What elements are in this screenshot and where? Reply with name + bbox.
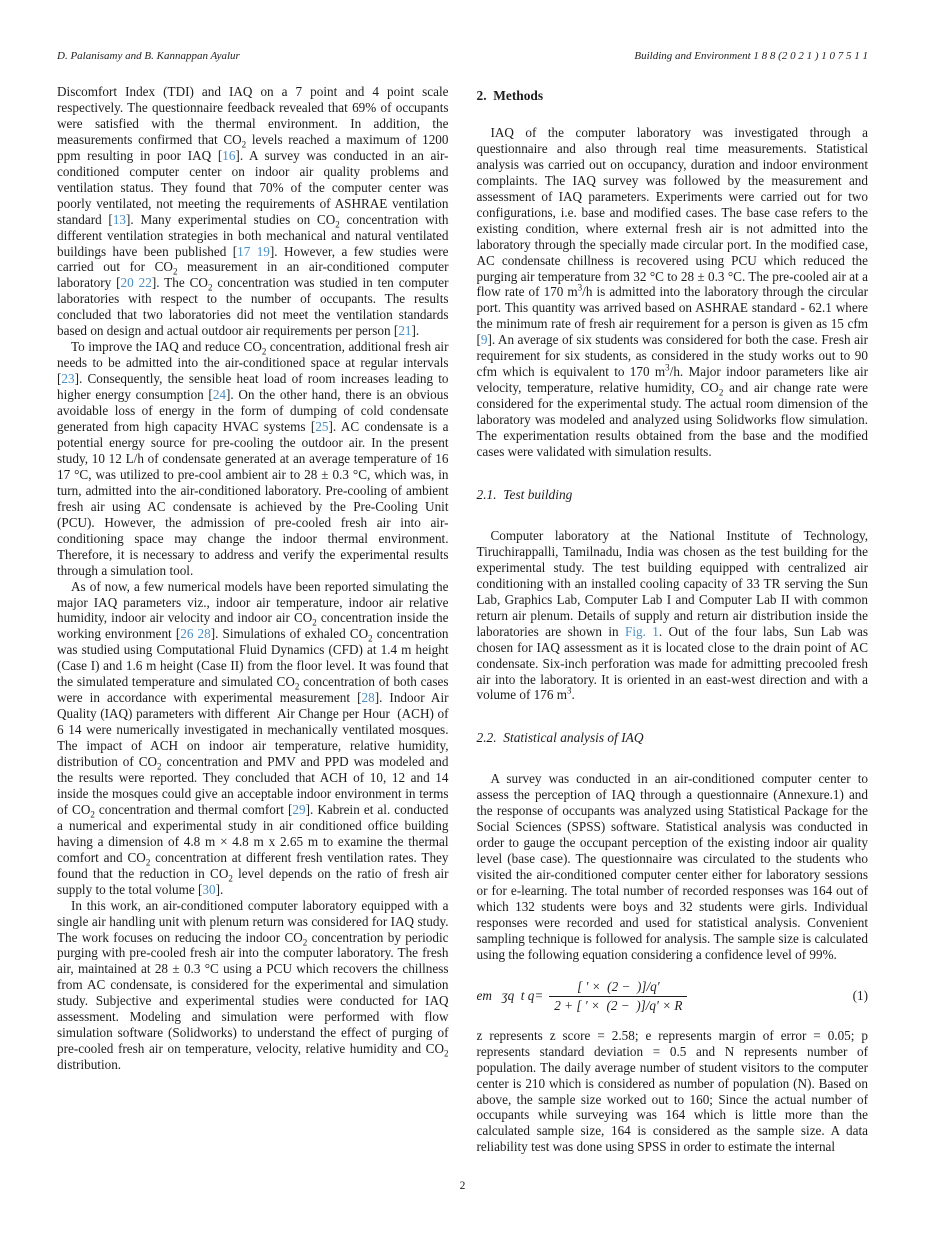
paragraph: Discomfort Index (TDI) and IAQ on a 7 point and 4 point scale respectively. The questionnaire feedback revealed that 69% of occupants were satisfied with the thermal environment. In addition, the measurements confirmed that $CO_2$ levels reached a maximum of 1200 ppm resulting in poor IAQ [16]. A survey was conducted in an air-conditioned computer center on indoor air quality problems and ventilation status. They found that 70% of the computer center was poorly ventilated, not meeting the requirements of ASHRAE ventilation standard [13]. Many experimental studies on $CO_2$ concentration with different ventilation strategies in both mechanical and natural ventilated buildings have been published [17 19]. However, a few studies were carried out for $CO_2$ measurement in an air-conditioned computer laboratory [20 22]. The $CO_2$ concentration was studied in ten computer laboratories with respect to the number of occupants. The results concluded that two laboratories did not meet the ventilation standards based on design and actual outdoor air requirements per person [21]. xyxy=(57,84,449,339)
citation-link[interactable]: Fig. 1 xyxy=(625,623,659,639)
running-head-authors: D. Palanisamy and B. Kannappan Ayalur xyxy=(57,50,240,62)
citation-link[interactable]: 25 xyxy=(315,419,329,435)
paragraph: In this work, an air-conditioned computer laboratory equipped with a single air handling unit with plenum return was considered for IAQ study. The work focuses on reducing the indoor $CO_2$ concentration by periodic purging with pre-cooled fresh air into the computer laboratory. The fresh air, maintained at 28 ± 0.3 °C using a PCU which recovers the chillness from AC condensate, is considered for the experimental and simulation study. Subjective and experimental studies were conducted for IAQ assessment. Modeling and simulation were performed with flow simulation software (Solidworks) to understand the effect of purging of pre-cooled fresh air on temperature, velocity, relative humidity and $CO_2$ distribution. xyxy=(57,897,449,1073)
page-footer xyxy=(0,1180,925,1192)
citation-link[interactable]: 28 xyxy=(197,626,211,642)
subscript: 2 xyxy=(312,618,317,629)
subscript: 2 xyxy=(368,634,373,645)
citation-link[interactable]: 22 xyxy=(138,275,152,291)
paragraph: Computer laboratory at the National Institute of Technology, Tiruchirappalli, Tamilnadu, India was chosen as the test building for the experimental study. The test building equipped with centralized air conditioning with an installed cooling capacity of 33 TR serving the Sun Lab, Graphics Lab, Computer Lab I and Computer Lab II with common return air plenum. Details of supply and return air distribution inside the laboratories are shown in Fig. 1. Out of the four labs, Sun Lab was chosen for IAQ assessment as it is located close to the drain point of AC condensate. Six-inch perforation was made for admitting precooled fresh air into the laboratory. It is oriented in an east-west direction and with a volume of 176 $m^3$. xyxy=(476,527,869,703)
paragraph: As of now, a few numerical models have been reported simulating the major IAQ parameters viz., indoor air temperature, indoor air relative humidity, indoor air velocity and indoor air $CO_2$ concentration inside the working environment [26 28]. Simulations of exhaled $CO_2$ concentration was studied using Computational Fluid Dynamics (CFD) at 1.4 m height (Case I) and 1.6 m height (Case II) from the floor level. It was found that the simulated temperature and simulated $CO_2$ concentration of both cases were in accordance with experimental measurement [28]. Indoor Air Quality (IAQ) parameters with different Air Change per Hour (ACH) of 6 14 were numerically investigated in mechanically ventilated mosques. The impact of ACH on indoor air temperature, relative humidity, distribution of $CO_2$ concentration and PMV and PPD was modeled and the results were reported. They concluded that ACH of 10, 12 and 14 inside the mosques could give an acceptable indoor environment in terms of $CO_2$ concentration and thermal comfort [29]. Kabrein et al. conducted a numerical and experimental study in air conditioned office building having a dimension of 4.8 m × 4.8 m x 2.65 m to examine the thermal comfort and $CO_2$ concentration at different fresh ventilation rates. They found that the reduction in $CO_2$ level depends on the ratio of fresh air supply to the total volume [30]. xyxy=(57,578,449,897)
citation-link[interactable]: 20 xyxy=(120,275,134,291)
superscript: 3 xyxy=(577,283,583,294)
subscript: 2 xyxy=(294,681,300,692)
citation-link[interactable]: 28 xyxy=(361,690,375,706)
equation-numerator: [ ′ × (2 − )]/q′ xyxy=(549,979,687,997)
left-column xyxy=(57,84,449,1155)
subscript: 2 xyxy=(241,139,247,150)
citation-link[interactable]: 13 xyxy=(112,211,127,227)
equation-1 xyxy=(477,979,869,1014)
equation-fraction xyxy=(549,979,687,1014)
page-header xyxy=(57,50,868,62)
paragraph: To improve the IAQ and reduce $CO_2$ concentration, additional fresh air needs to be admitted into the air-conditioned space at regular intervals [23]. Consequently, the sensible heat load of room increases leading to higher energy consumption [24]. On the other hand, there is an obvious avoidable loss of energy in the form of dumping of cold condensate generated from high capacity HVAC systems [25]. AC condensate is a potential energy source for pre-cooling the outdoor air. In the present study, 10 12 L/h of condensate generated at an average temperature of 16 17 °C, was utilized to pre-cool ambient air to 28 ± 0.3 °C, which was, in turn, admitted into the air-conditioned laboratory. Pre-cooling of ambient fresh air using AC condensate is achieved by the Pre-Cooling Unit (PCU). However, the admission of pre-cooled fresh air into air-conditioning space may change the indoor thermal environment. Therefore, it is necessary to address and verify the experimental results through a simulation tool. xyxy=(57,339,449,578)
running-head-journal: Building and Environment 1 8 8 (2 0 2 1 ) 1 0 7 5 1 1 xyxy=(634,50,868,62)
citation-link[interactable]: 30 xyxy=(202,881,216,897)
subscript: 2 xyxy=(228,873,233,884)
subscript: 2 xyxy=(261,346,267,357)
subscript: 2 xyxy=(157,761,162,772)
page-number: 2 xyxy=(459,1180,466,1192)
subscript: 2 xyxy=(207,283,213,294)
citation-link[interactable]: 19 xyxy=(256,243,270,259)
subscript: 2 xyxy=(145,857,151,868)
superscript: 3 xyxy=(566,686,572,697)
subscript: 2 xyxy=(335,219,340,230)
equation-lhs: em ʒq t q= xyxy=(476,988,544,1004)
equation-number: (1) xyxy=(852,988,868,1004)
citation-link[interactable]: 17 xyxy=(237,243,251,259)
equation-denominator: 2 + [ ′ × (2 − )]/q′ × R xyxy=(554,997,683,1013)
subsection-heading: 2.2. Statistical analysis of IAQ xyxy=(476,730,644,746)
paragraph: z represents z score = 2.58; e represents margin of error = 0.05; p represents standard deviation = 0.5 and N represents number of population. The daily average number of student visitors to the computer center is 210 which is considered as number of population (N). Based on above, the sample size worked out to 160; Since the actual number of occupants while surveying was 164 which is little more than the calculated sample size, 164 is considered as the sample size. A data reliability test was done using SPSS in order to estimate the internal xyxy=(476,1027,868,1155)
citation-link[interactable]: 24 xyxy=(212,387,226,403)
paragraph: IAQ of the computer laboratory was investigated through a questionnaire and also through real time measurements. Statistical analysis was carried out on occupancy, duration and indoor environment complaints. The IAQ survey was followed by the measurement and assessment of IAQ parameters. Experiments were carried out for two configurations, i.e. base and modified cases. The base case refers to the existing condition, where external fresh air is not admitted into the laboratory through the specially made circular port. In the modified case, AC condensate chillness is recovered using PCU which reduced the purging air temperature from 32 °C to 28 ± 0.3 °C. The pre-cooled air at a flow rate of 170 $m^3/h$ is admitted into the laboratory through the circular port. This quantity was arrived based on ASHRAE standard - 62.1 where the minimum rate of fresh air requirement for a person is given as 15 cfm [9]. An average of six students was considered for both the case. Fresh air requirement for six students, as considered in the study works out to 90 cfm which is equivalent to 170 $m^3/h$. Major indoor parameters like air velocity, temperature, relative humidity, $CO_2$ and air change rate were considered for the experimental study. The actual room dimension of the laboratory was modeled and analyzed using Solidworks flow simulation. The experimentation results obtained from the base and the modified cases were validated with simulation results. xyxy=(476,124,869,460)
superscript: 3 xyxy=(665,362,670,373)
subscript: 2 xyxy=(172,267,178,278)
subscript: 2 xyxy=(90,809,95,820)
citation-link[interactable]: 16 xyxy=(222,147,236,163)
citation-link[interactable]: 26 xyxy=(180,626,194,642)
subsection-heading: 2.1. Test building xyxy=(476,486,573,502)
subscript: 2 xyxy=(718,387,724,398)
right-column xyxy=(477,84,869,1155)
section-heading: 2. Methods xyxy=(476,88,544,103)
citation-link[interactable]: 9 xyxy=(480,332,488,348)
citation-link[interactable]: 29 xyxy=(292,801,306,817)
subscript: 2 xyxy=(302,937,308,948)
subscript: 2 xyxy=(444,1048,449,1059)
citation-link[interactable]: 21 xyxy=(398,323,412,339)
two-column-body xyxy=(57,84,868,1155)
paragraph: A survey was conducted in an air-conditioned computer center to assess the perception of IAQ through a questionnaire (Annexure.1) and the response of occupants was analyzed using Statistical Package for the Social Sciences (SPSS) software. Statistical analysis was conducted in order to gauge the occupant perception of the existing indoor air quality level (base case). The questionnaire was circulated to the students who visited the air-conditioned computer center either for laboratory sessions or for e-learning. The total number of recorded responses was 164 out of which 132 students were boys and 32 students were girls. Individual responses were recorded and used for statistical analysis. Convenient sampling technique is followed for analysis. The sample size is calculated using the following equation considering a confidence level of 99%. xyxy=(476,771,868,962)
citation-link[interactable]: 23 xyxy=(61,371,75,387)
